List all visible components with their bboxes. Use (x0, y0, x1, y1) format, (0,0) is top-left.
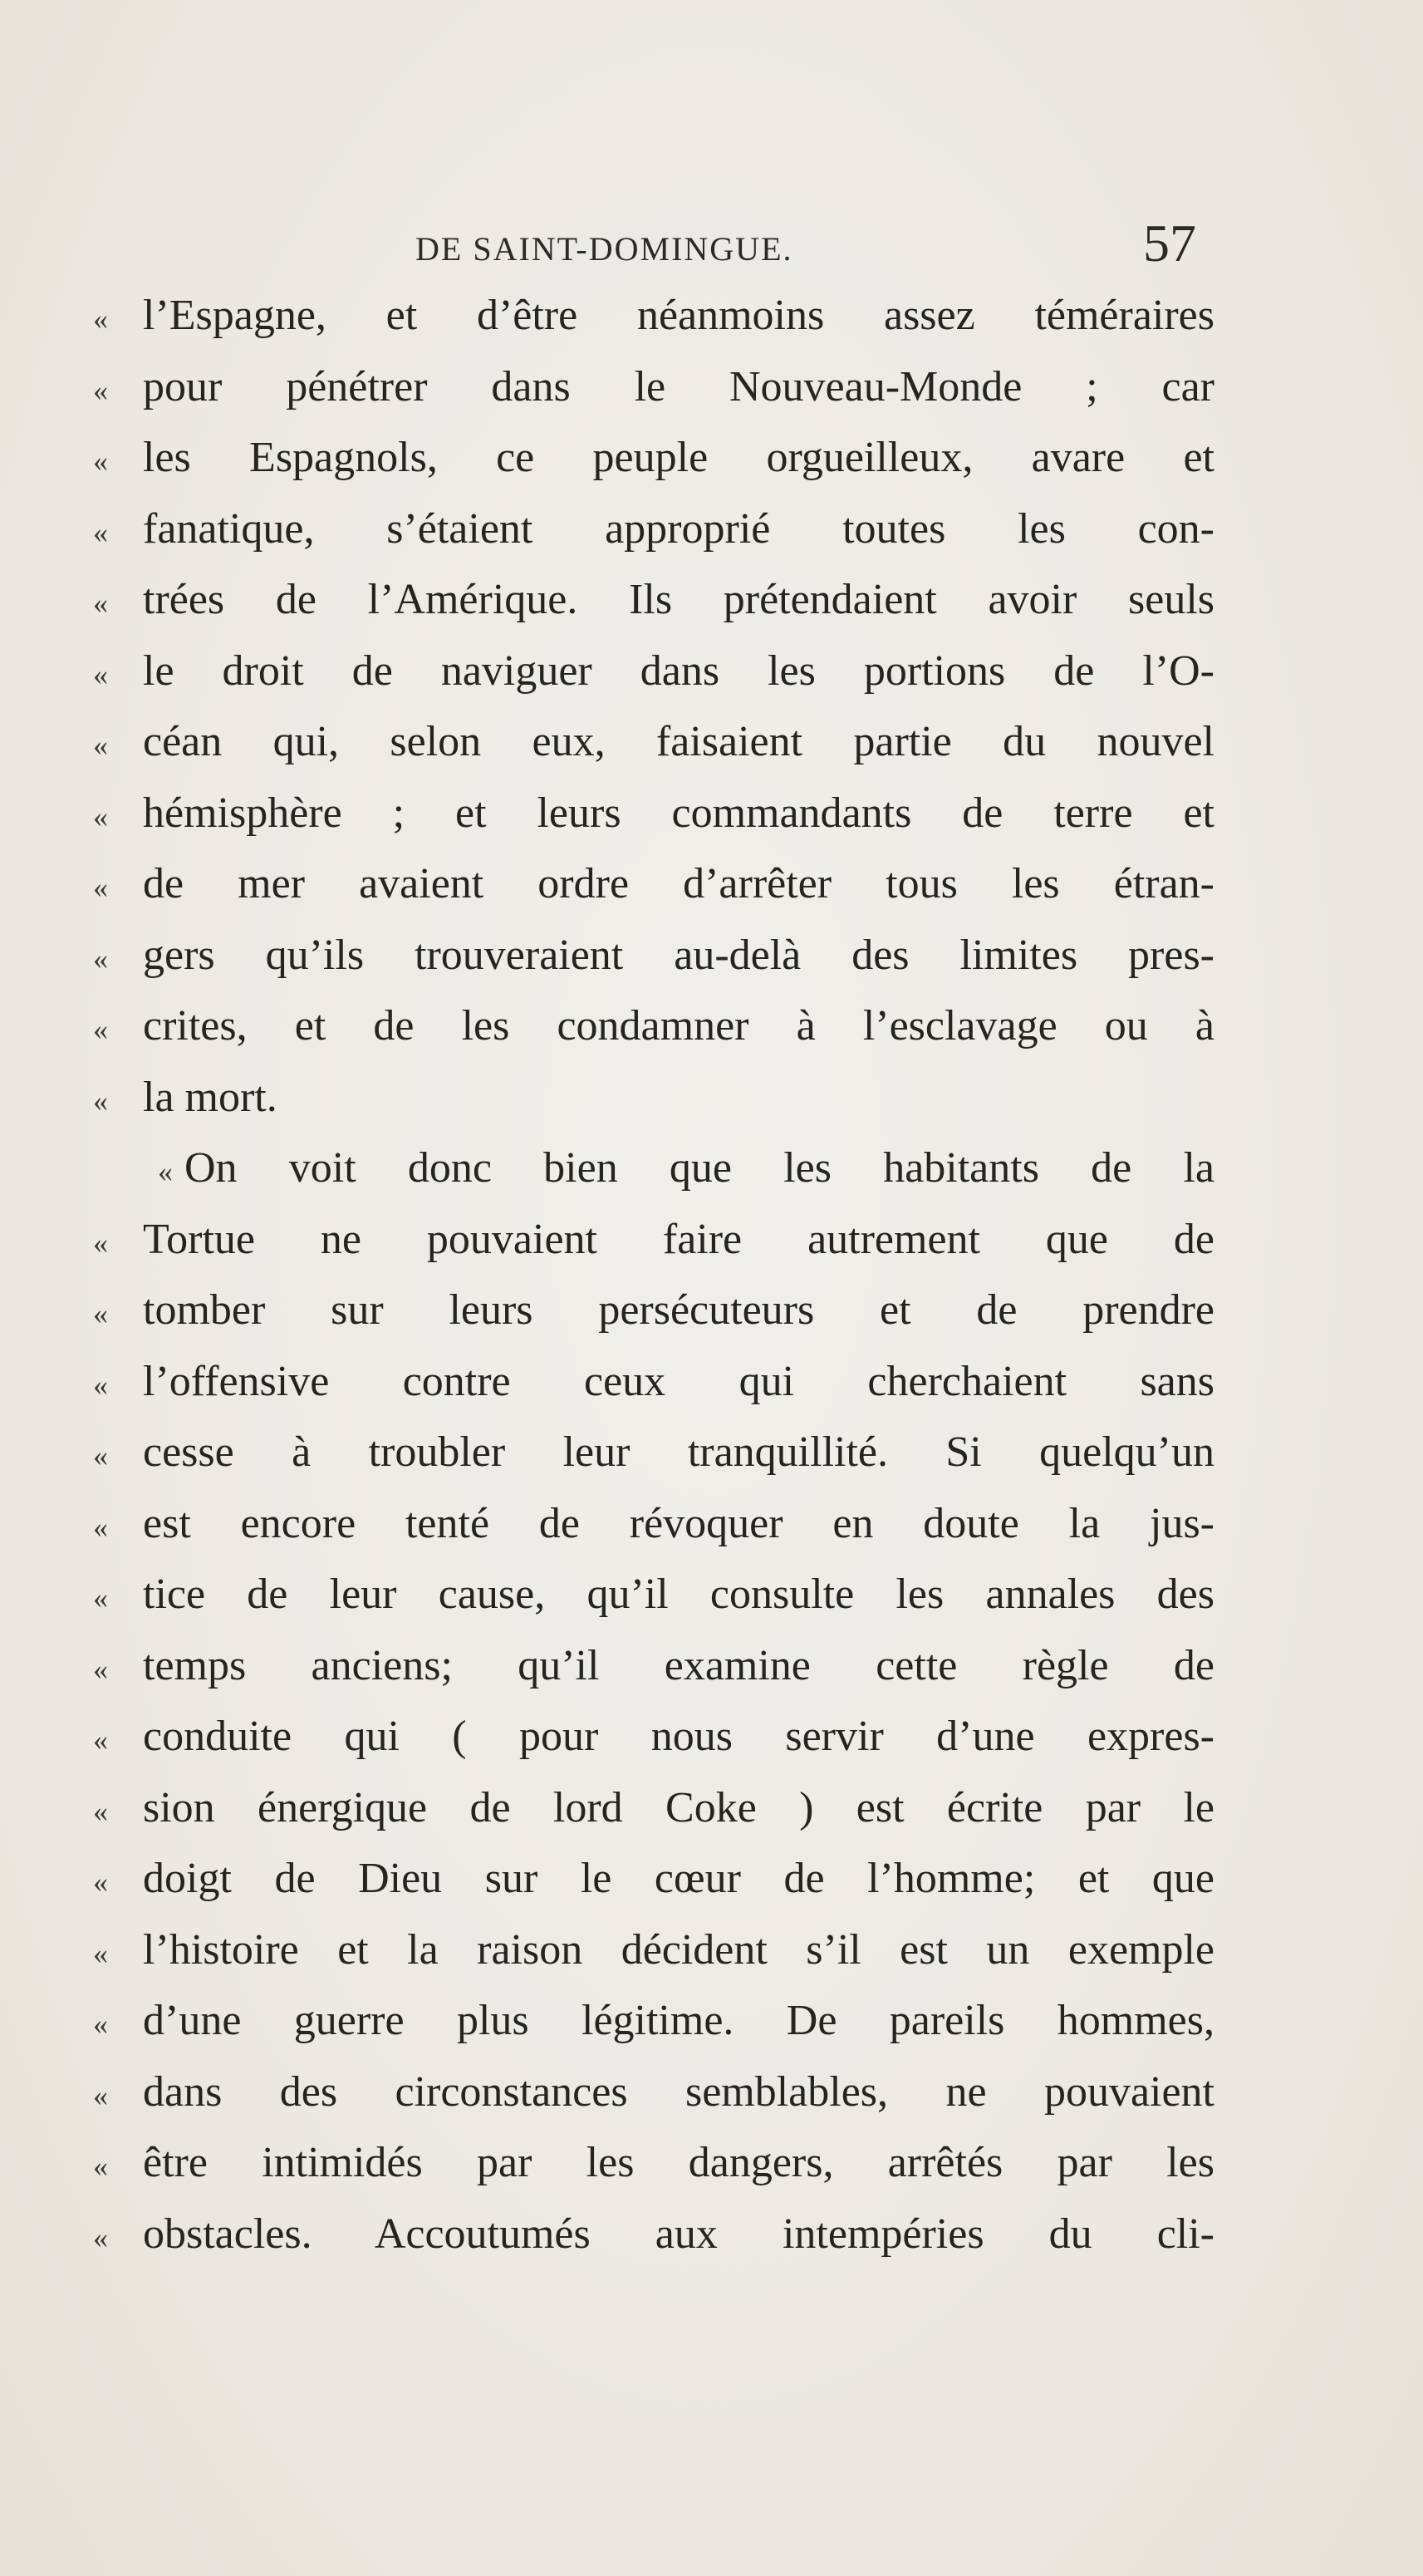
line-text: cesse à troubler leur tranquillité. Si quelqu’un (143, 1428, 1214, 1476)
line-text: tomber sur leurs persécuteurs et de prendre (143, 1286, 1214, 1334)
quote-mark: « (93, 1936, 108, 1970)
line-text: Tortue ne pouvaient faire autrement que de (143, 1215, 1214, 1263)
line-text: gers qu’ils trouveraient au-delà des limites pres- (143, 931, 1214, 979)
text-line (93, 575, 1214, 646)
quote-mark: « (93, 1013, 108, 1046)
line-text: conduite qui ( pour nous servir d’une expres- (143, 1713, 1214, 1760)
line-text: trées de l’Amérique. Ils prétendaient avoir seuls (143, 576, 1214, 623)
text-line (93, 1286, 1214, 1357)
quote-mark: « (158, 1155, 173, 1188)
quote-mark: « (93, 1297, 108, 1330)
quote-mark: « (93, 587, 108, 620)
text-line (93, 1499, 1214, 1571)
text-line (93, 2138, 1214, 2210)
line-text: d’une guerre plus légitime. De pareils hommes, (143, 1997, 1214, 2044)
line-text: obstacles. Accoutumés aux intempéries du cli- (143, 2210, 1214, 2258)
quote-mark: « (93, 2220, 108, 2254)
quote-mark: « (93, 373, 108, 407)
text-line (93, 1428, 1214, 1499)
quote-mark: « (93, 1084, 108, 1118)
line-text: la mort. (143, 1073, 277, 1121)
line-text: l’histoire et la raison décident s’il est un exemple (143, 1925, 1214, 1974)
quote-mark: « (93, 1652, 108, 1686)
text-line (93, 1925, 1214, 1997)
text-line (93, 1143, 1214, 1215)
quote-mark: « (93, 941, 108, 976)
line-text: l’offensive contre ceux qui cherchaient sans (143, 1357, 1214, 1405)
quote-mark: « (93, 1226, 108, 1260)
quote-mark: « (93, 657, 108, 691)
quote-mark: « (93, 2008, 108, 2041)
line-text: hémisphère ; et leurs commandants de terre et (143, 789, 1214, 837)
line-text: le droit de naviguer dans les portions de l’O- (143, 646, 1214, 695)
line-text: pour pénétrer dans le Nouveau-Monde ; car (143, 362, 1214, 410)
line-text: crites, et de les condamner à l’esclavage ou à (143, 1002, 1214, 1050)
page-header (133, 214, 1213, 276)
text-line (93, 2210, 1214, 2281)
text-line (93, 433, 1214, 504)
text-line (93, 1570, 1214, 1641)
line-text: tice de leur cause, qu’il consulte les annales des (143, 1571, 1214, 1618)
text-line (93, 789, 1214, 860)
text-line (93, 1854, 1214, 1925)
text-line (93, 931, 1214, 1002)
line-text: être intimidés par les dangers, arrêtés par les (143, 2139, 1214, 2186)
text-line (93, 1996, 1214, 2067)
body-text (93, 291, 1214, 2280)
line-text: est encore tenté de révoquer en doute la jus- (143, 1499, 1214, 1547)
running-head: DE SAINT-DOMINGUE. (415, 230, 793, 268)
text-line (93, 1215, 1214, 1286)
page-number: 57 (1143, 214, 1196, 273)
quote-mark: « (93, 1581, 108, 1615)
line-text: doigt de Dieu sur le cœur de l’homme; et que (143, 1855, 1214, 1902)
quote-mark: « (93, 1794, 108, 1828)
line-text: sion énergique de lord Coke ) est écrite par le (143, 1783, 1214, 1831)
quote-mark: « (93, 871, 108, 904)
text-line (93, 646, 1214, 718)
text-line (93, 291, 1214, 362)
text-line (93, 1783, 1214, 1855)
text-line (93, 504, 1214, 576)
quote-mark: « (93, 1368, 108, 1402)
quote-mark: « (93, 799, 108, 833)
text-line (93, 1357, 1214, 1428)
text-line (93, 717, 1214, 789)
quote-mark: « (93, 515, 108, 549)
quote-mark: « (93, 1723, 108, 1757)
quote-mark: « (93, 2150, 108, 2183)
quote-mark: « (93, 1510, 108, 1544)
text-line (93, 362, 1214, 434)
quote-mark: « (93, 1866, 108, 1899)
quote-mark: « (93, 445, 108, 478)
line-text: On voit donc bien que les habitants de la (184, 1144, 1214, 1192)
quote-mark: « (93, 2078, 108, 2112)
text-line (93, 1001, 1214, 1073)
quote-mark: « (93, 1439, 108, 1472)
line-text: l’Espagne, et d’être néanmoins assez téméraires (143, 292, 1214, 339)
text-line (93, 1073, 1214, 1144)
line-text: temps anciens; qu’il examine cette règle de (143, 1641, 1214, 1689)
line-text: céan qui, selon eux, faisaient partie du nouvel (143, 718, 1214, 765)
quote-mark: « (93, 729, 108, 762)
line-text: dans des circonstances semblables, ne pouvaient (143, 2067, 1214, 2116)
line-text: fanatique, s’étaient approprié toutes les con- (143, 504, 1214, 553)
text-line (93, 1712, 1214, 1783)
line-text: les Espagnols, ce peuple orgueilleux, avare et (143, 434, 1214, 481)
text-line (93, 859, 1214, 931)
text-line (93, 1641, 1214, 1713)
line-text: de mer avaient ordre d’arrêter tous les étran- (143, 860, 1214, 907)
quote-mark: « (93, 302, 108, 336)
text-line (93, 2067, 1214, 2139)
